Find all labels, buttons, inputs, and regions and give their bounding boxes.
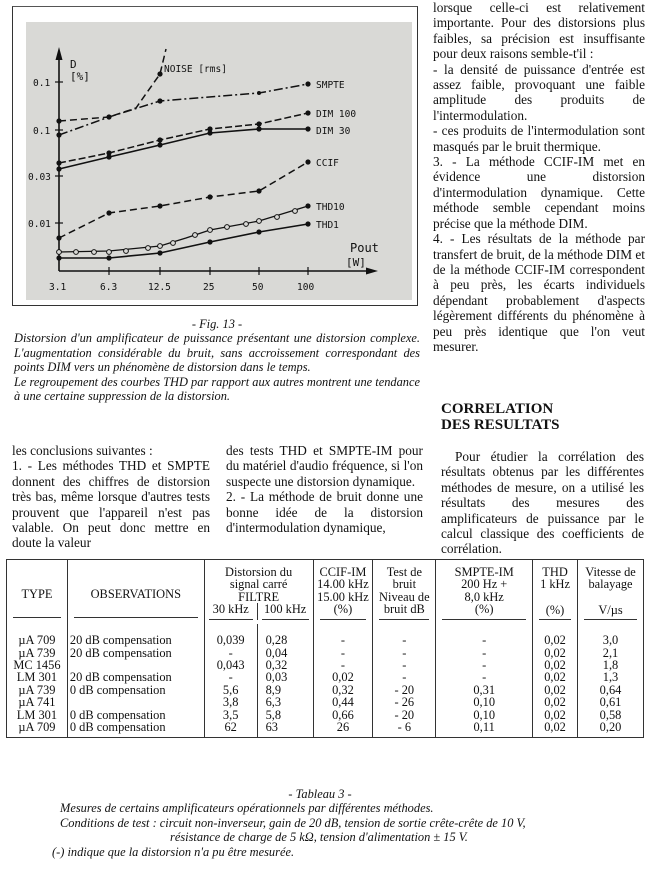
table-number: - Tableau 3 - bbox=[288, 787, 352, 801]
cell-smpte: - bbox=[436, 671, 533, 683]
figure-number: - Fig. 13 - bbox=[191, 317, 243, 331]
cell-type: µA 709 bbox=[7, 721, 68, 738]
cell-type: LM 301 bbox=[7, 671, 68, 683]
distortion-chart bbox=[26, 22, 412, 300]
paragraph: 1. - Les méthodes THD et SMPTE donnent des chiffres de distorsion très bas, même lorsque d'autres tests prouvent que l'appareil n'est pas valable. On peut donc mettre en doute la valeur bbox=[12, 458, 210, 551]
cell-dist-100khz: 63 bbox=[257, 721, 313, 738]
cell-noise: - bbox=[373, 659, 436, 671]
cell-smpte: - bbox=[436, 647, 533, 659]
table-row bbox=[7, 696, 644, 708]
figure-caption bbox=[14, 317, 420, 403]
series-label-dim30: DIM 30 bbox=[316, 126, 351, 137]
cell-smpte: 0,31 bbox=[436, 684, 533, 696]
cell-noise: - 6 bbox=[373, 721, 436, 738]
cell-smpte: - bbox=[436, 659, 533, 671]
cell-ccif: - bbox=[313, 659, 373, 671]
col-header-type: TYPE bbox=[7, 560, 68, 625]
cell-dist-30khz: - bbox=[204, 647, 257, 659]
paragraph: - ces produits de l'intermodulation sont masqués par le bruit thermique. bbox=[433, 123, 645, 154]
caption-line: résistance de charge de 5 kΩ, tension d'alimentation ± 15 V. bbox=[170, 830, 468, 845]
cell-noise: - 20 bbox=[373, 709, 436, 721]
paragraph: 3. - La méthode CCIF-IM met en évidence une distorsion d'intermodulation dynamique. Cette méthode semble cependant moins précise que la méthode DIM. bbox=[433, 154, 645, 231]
cell-type: LM 301 bbox=[7, 709, 68, 721]
cell-slew: 2,1 bbox=[578, 647, 644, 659]
cell-ccif: 26 bbox=[313, 721, 373, 738]
caption-line: Mesures de certains amplificateurs opérationnels par différentes méthodes. bbox=[60, 801, 434, 816]
x-tick: 12.5 bbox=[148, 282, 171, 293]
paragraph: 4. - Les résultats de la méthode par transfert de bruit, de la méthode DIM et de la méthode CCIF-IM correspondent à peu près, les écarts individuels dépendant probablement d'aspects légèrement différents du phénomène à peu près identique que l'on veut mesurer. bbox=[433, 231, 645, 354]
cell-thd: 0,02 bbox=[533, 721, 578, 738]
cell-noise: - 20 bbox=[373, 684, 436, 696]
cell-type: µA 709 bbox=[7, 624, 68, 646]
cell-dist-30khz: 3,5 bbox=[204, 709, 257, 721]
x-axis-unit: [W] bbox=[346, 256, 366, 269]
caption-line: (-) indique que la distorsion n'a pu être mesurée. bbox=[52, 844, 295, 859]
cell-observations: 20 dB compensation bbox=[67, 624, 204, 646]
x-tick: 50 bbox=[252, 282, 264, 293]
text-column-2 bbox=[226, 443, 423, 535]
cell-ccif: - bbox=[313, 647, 373, 659]
cell-slew: 1,8 bbox=[578, 659, 644, 671]
table-row bbox=[7, 624, 644, 646]
series-label-smpte: SMPTE bbox=[316, 80, 345, 91]
chart-area bbox=[26, 22, 412, 300]
cell-dist-30khz: 5,6 bbox=[204, 684, 257, 696]
figure-caption-text: Distorsion d'un amplificateur de puissance présentant une distorsion complexe. L'augmentation considérable du bruit, sans accroissement correspondant des points DIM vers un phénomène de distorsion dans le temps. bbox=[14, 331, 420, 375]
caption-line: Conditions de test : circuit non-inverseur, gain de 20 dB, tension de sortie crête-crête de 10 V, bbox=[60, 815, 526, 830]
cell-dist-100khz: 0,03 bbox=[257, 671, 313, 683]
cell-dist-30khz: 3,8 bbox=[204, 696, 257, 708]
paragraph: les conclusions suivantes : bbox=[12, 443, 153, 458]
cell-ccif: 0,02 bbox=[313, 671, 373, 683]
paragraph: lorsque celle-ci est relativement importante. Pour des distorsions plus faibles, sa précision est insuffisante pour deux raisons semble-t'il : bbox=[433, 0, 645, 62]
cell-dist-30khz: 0,043 bbox=[204, 659, 257, 671]
cell-ccif: 0,32 bbox=[313, 684, 373, 696]
cell-observations: 0 dB compensation bbox=[67, 721, 204, 738]
cell-slew: 0,20 bbox=[578, 721, 644, 738]
cell-slew: 0,61 bbox=[578, 696, 644, 708]
cell-slew: 0,58 bbox=[578, 709, 644, 721]
paragraph: 2. - La méthode de bruit donne une bonne idée de la distorsion d'intermodulation dynamique, bbox=[226, 489, 423, 536]
col-header-ccif: CCIF-IM 14.00 kHz 15.00 kHz (%) bbox=[313, 560, 373, 625]
series-label-ccif: CCIF bbox=[316, 158, 339, 169]
heading-line: DES RESULTATS bbox=[441, 417, 560, 433]
cell-type: µA 741 bbox=[7, 696, 68, 708]
cell-ccif: 0,66 bbox=[313, 709, 373, 721]
col-header-100khz: 100 kHz bbox=[258, 603, 313, 619]
col-header-distortion: Distorsion du signal carré FILTRE 30 kHz 100 kHz bbox=[204, 560, 313, 625]
cell-thd: 0,02 bbox=[533, 684, 578, 696]
table-row bbox=[7, 671, 644, 683]
cell-smpte: - bbox=[436, 624, 533, 646]
x-tick: 3.1 bbox=[49, 282, 67, 293]
cell-dist-100khz: 0,32 bbox=[257, 659, 313, 671]
cell-thd: 0,02 bbox=[533, 709, 578, 721]
cell-thd: 0,02 bbox=[533, 624, 578, 646]
cell-dist-100khz: 0,04 bbox=[257, 647, 313, 659]
series-label-noise: NOISE [rms] bbox=[164, 64, 227, 75]
cell-dist-100khz: 6,3 bbox=[257, 696, 313, 708]
paragraph: des tests THD et SMPTE-IM pour du matériel d'audio fréquence, si l'on suspecte une distorsion dynamique. bbox=[226, 443, 423, 489]
col-header-smpte: SMPTE-IM 200 Hz + 8,0 kHz (%) bbox=[436, 560, 533, 625]
cell-thd: 0,02 bbox=[533, 659, 578, 671]
cell-dist-30khz: 0,039 bbox=[204, 624, 257, 646]
cell-thd: 0,02 bbox=[533, 696, 578, 708]
cell-dist-100khz: 5,8 bbox=[257, 709, 313, 721]
y-tick: 0.1 bbox=[33, 126, 51, 137]
col-header-30khz: 30 kHz bbox=[205, 603, 258, 619]
cell-thd: 0,02 bbox=[533, 671, 578, 683]
cell-type: MC 1456 bbox=[7, 659, 68, 671]
cell-ccif: - bbox=[313, 624, 373, 646]
y-axis-unit: [%] bbox=[70, 70, 90, 83]
cell-noise: - bbox=[373, 671, 436, 683]
cell-noise: - bbox=[373, 624, 436, 646]
cell-type: µA 739 bbox=[7, 647, 68, 659]
right-column-text bbox=[433, 0, 645, 354]
y-tick: 0.01 bbox=[28, 219, 51, 230]
col-header-thd: THD 1 kHz (%) bbox=[533, 560, 578, 625]
section-heading bbox=[441, 401, 641, 433]
cell-dist-30khz: 62 bbox=[204, 721, 257, 738]
col-header-noise: Test de bruit Niveau de bruit dB bbox=[373, 560, 436, 625]
col-header-slew: Vitesse de balayage V/µs bbox=[578, 560, 644, 625]
cell-smpte: 0,10 bbox=[436, 709, 533, 721]
cell-smpte: 0,10 bbox=[436, 696, 533, 708]
section-body bbox=[441, 449, 644, 557]
text-column-1 bbox=[12, 443, 210, 551]
series-label-dim100: DIM 100 bbox=[316, 109, 357, 120]
paragraph: - la densité de puissance d'entrée est assez faible, provoquant une faible amplitude des produits de l'intermodulation. bbox=[433, 61, 645, 123]
results-table bbox=[6, 559, 644, 738]
series-label-thd1: THD1 bbox=[316, 220, 339, 231]
paragraph: Pour étudier la corrélation des résultats obtenus par les différentes méthodes de mesure, on a utilisé les résultats des mesures des amplificateurs de puissance par le calcul classique des coefficients de corrélation. bbox=[441, 449, 644, 557]
x-tick: 25 bbox=[203, 282, 215, 293]
table-caption bbox=[52, 787, 640, 859]
cell-slew: 1,3 bbox=[578, 671, 644, 683]
series-label-thd10: THD10 bbox=[316, 202, 345, 213]
cell-type: µA 739 bbox=[7, 684, 68, 696]
cell-observations bbox=[67, 696, 204, 708]
cell-ccif: 0,44 bbox=[313, 696, 373, 708]
x-axis-label: Pout bbox=[350, 241, 379, 255]
cell-observations: 20 dB compensation bbox=[67, 647, 204, 659]
cell-smpte: 0,11 bbox=[436, 721, 533, 738]
x-tick: 6.3 bbox=[100, 282, 118, 293]
heading-line: CORRELATION bbox=[441, 401, 554, 417]
y-tick: 0.1 bbox=[33, 78, 51, 89]
x-tick: 100 bbox=[297, 282, 315, 293]
cell-dist-100khz: 8,9 bbox=[257, 684, 313, 696]
cell-observations: 0 dB compensation bbox=[67, 684, 204, 696]
cell-observations: 20 dB compensation bbox=[67, 671, 204, 683]
cell-noise: - bbox=[373, 647, 436, 659]
cell-dist-30khz: - bbox=[204, 671, 257, 683]
y-axis-label: D bbox=[70, 58, 77, 71]
cell-noise: - 26 bbox=[373, 696, 436, 708]
cell-thd: 0,02 bbox=[533, 647, 578, 659]
cell-slew: 3,0 bbox=[578, 624, 644, 646]
y-tick: 0.03 bbox=[28, 172, 51, 183]
cell-dist-100khz: 0,28 bbox=[257, 624, 313, 646]
col-header-observations: OBSERVATIONS bbox=[67, 560, 204, 625]
table-row bbox=[7, 721, 644, 738]
cell-slew: 0,64 bbox=[578, 684, 644, 696]
figure-caption-text: Le regroupement des courbes THD par rapport aux autres montrent une tendance à une certaine suppression de la distorsion. bbox=[14, 374, 420, 404]
cell-observations: 0 dB compensation bbox=[67, 709, 204, 721]
